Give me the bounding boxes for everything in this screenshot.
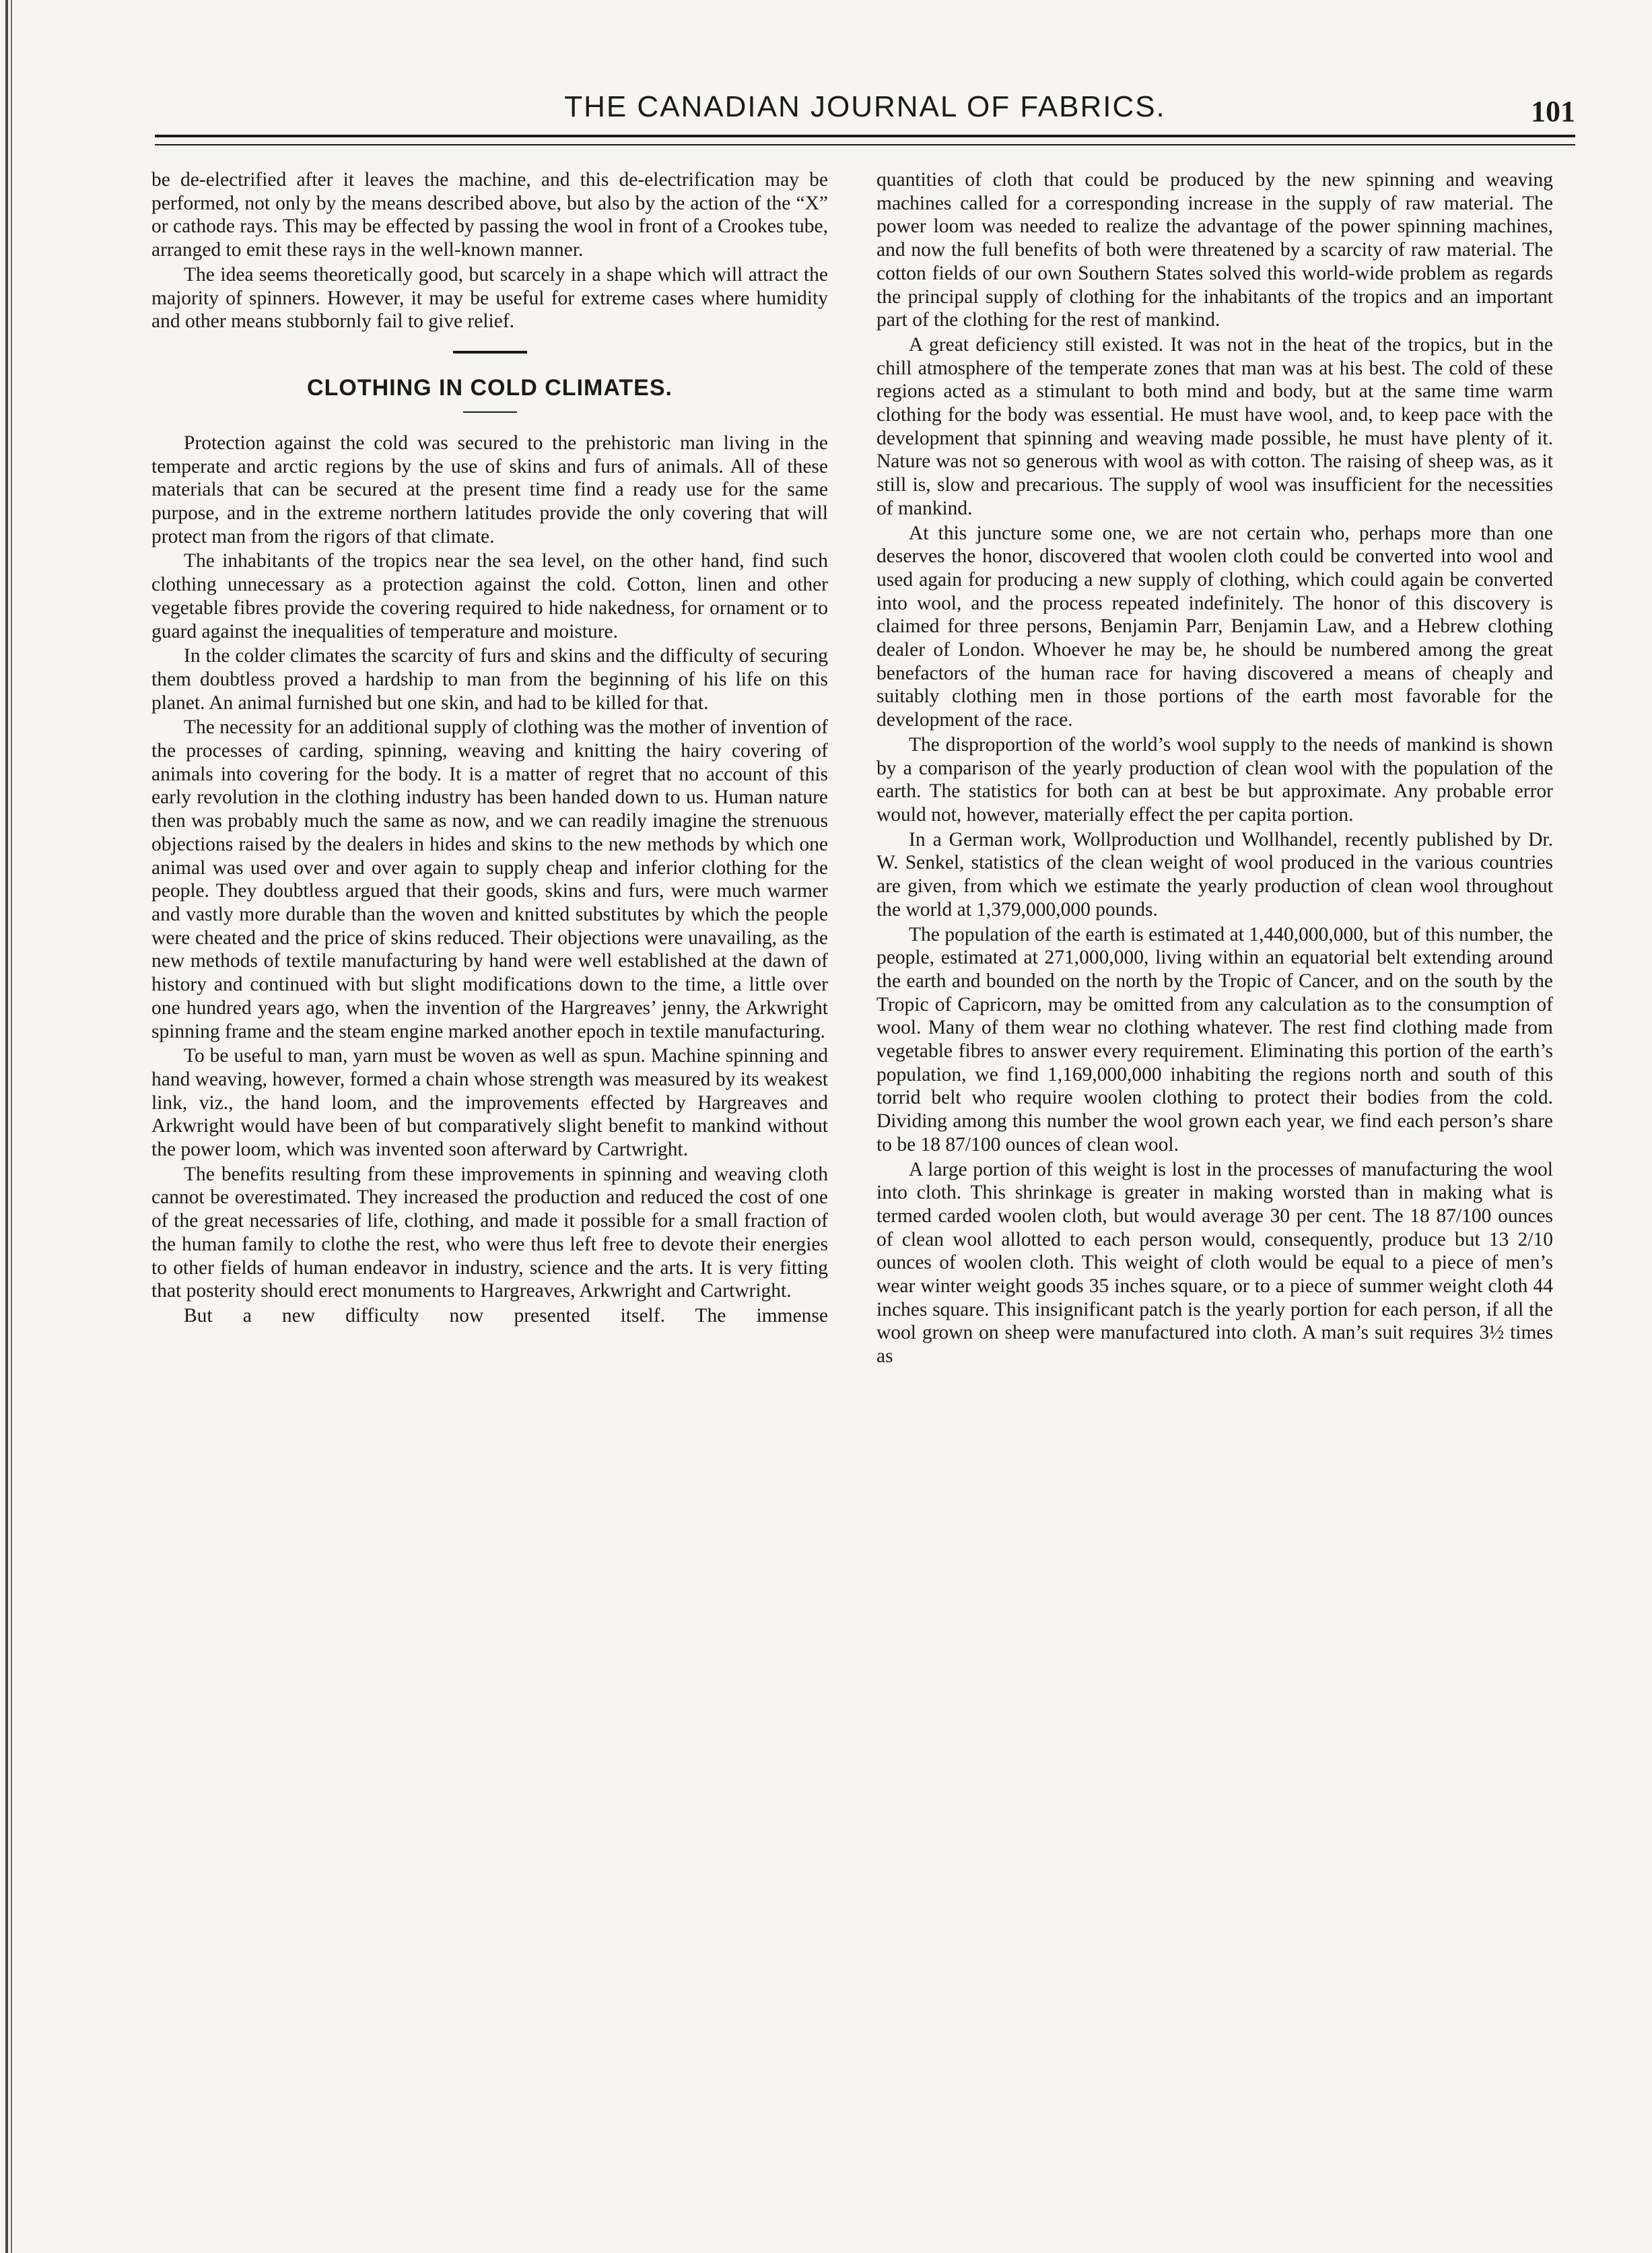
article-paragraph: In a German work, Wollproduction und Wollhandel, recently published by Dr. W. Senkel, statistics of the clean weight of wool produced in the various countries are given, from which we estimate the yearly production of clean wool throughout the world at 1,379,000,000 pounds. bbox=[876, 828, 1553, 920]
left-column bbox=[151, 168, 828, 2195]
article-paragraph: But a new difficulty now presented itself. The immense bbox=[184, 1304, 828, 1326]
article-paragraph: quantities of cloth that could be produced by the new spinning and weaving machines called for a corresponding increase in the supply of raw material. The power loom was needed to realize the advantage of the power spinning machines, and now the full benefits of both were threatened by a scarcity of raw material. The cotton fields of our own Southern States solved this world-wide problem as regards the principal supply of clothing for the inhabitants of the tropics and an important part of the clothing for the rest of mankind. bbox=[876, 169, 1553, 331]
section-divider bbox=[453, 351, 527, 354]
article-title: CLOTHING IN COLD CLIMATES. bbox=[307, 374, 673, 401]
title-underline bbox=[463, 411, 517, 413]
continued-paragraph: The idea seems theoretically good, but scarcely in a shape which will attract the majority of spinners. However, it may be useful for extreme cases where humidity and other means stubbornly fail to give relief. bbox=[151, 263, 828, 333]
article-paragraph: At this juncture some one, we are not certain who, perhaps more than one deserves the honor, discovered that woolen cloth could be converted into wool and used again for producing a new supply of clothing, which could again be converted into wool, and the process repeated indefinitely. The honor of this discovery is claimed for three persons, Benjamin Parr, Benjamin Law, and a Hebrew clothing dealer of London. Whoever he may be, he should be numbered among the great benefactors of the human race for having discovered a means of cheaply and suitably clothing men in those portions of the earth most favorable for the development of the race. bbox=[876, 522, 1553, 731]
right-column bbox=[876, 168, 1553, 2195]
article-paragraph: Protection against the cold was secured to the prehistoric man living in the temperate and arctic regions by the use of skins and furs of animals. All of these materials that can be secured at the present time find a ready use for the same purpose, and in the extreme northern latitudes provide the only covering that will protect man from the rigors of that climate. bbox=[151, 432, 828, 547]
article-paragraph: A great deficiency still existed. It was not in the heat of the tropics, but in the chill atmosphere of the temperate zones that man was at his best. The cold of these regions acted as a stimulant to both mind and body, but at the same time warm clothing for the body was essential. He must have wool, and, to keep pace with the development that spinning and weaving made possible, he must have plenty of it. Nature was not so generous with wool as with cotton. The raising of sheep was, as it still is, slow and precarious. The supply of wool was insufficient for the necessities of mankind. bbox=[876, 333, 1553, 519]
page-header bbox=[155, 86, 1575, 133]
article-paragraph: The disproportion of the world’s wool supply to the needs of mankind is shown by a comparison of the yearly production of clean wool with the population of the earth. The statistics for both can at best be but approximate. Any probable error would not, however, materially effect the per capita portion. bbox=[876, 733, 1553, 826]
article-paragraph: A large portion of this weight is lost in the processes of manufacturing the wool into cloth. This shrinkage is greater in making worsted than in making what is termed carded woolen cloth, but would average 30 per cent. The 18 87/100 ounces of clean wool allotted to each person would, consequently, produce but 13 2/10 ounces of woolen cloth. This weight of cloth would be equal to a piece of men’s wear winter weight goods 35 inches square, or to a piece of summer weight cloth 44 inches square. This insignificant patch is the yearly portion for each person, if all the wool grown on sheep were manufactured into cloth. A man’s suit requires 3½ times as bbox=[876, 1158, 1553, 1368]
article-paragraph: The necessity for an additional supply of clothing was the mother of invention of the processes of carding, spinning, weaving and knitting the hairy covering of animals into covering for the body. It is a matter of regret that no account of this early revolution in the clothing industry has been handed down to us. Human nature then was probably much the same as now, and we can readily imagine the strenuous objections raised by the dealers in hides and skins to the new methods by which one animal was used over and over again to supply cheap and inferior clothing for the people. They doubtless argued that their goods, skins and furs, were much warmer and vastly more durable than the woven and knitted substitutes by which the people were cheated and the price of skins reduced. Their objections were unavailing, as the new methods of textile manufacturing by hand were well established at the dawn of history and continued with but slight modifications down to the time, a little over one hundred years ago, when the invention of the Hargreaves’ jenny, the Arkwright spinning frame and the steam engine marked another epoch in textile manufacturing. bbox=[151, 716, 828, 1042]
continued-paragraph: be de-electrified after it leaves the machine, and this de-electrification may be performed, not only by the means described above, but also by the action of the “X” or cathode rays. This may be effected by passing the wool in front of a Crookes tube, arranged to emit these rays in the well-known manner. bbox=[151, 169, 828, 261]
journal-title: THE CANADIAN JOURNAL OF FABRICS. bbox=[564, 90, 1166, 123]
article-paragraph: The benefits resulting from these improvements in spinning and weaving cloth cannot be overestimated. They increased the production and reduced the cost of one of the great necessaries of life, clothing, and made it possible for a small fraction of the human family to clothe the rest, who were thus left free to devote their energies to other fields of human endeavor in industry, science and the arts. It is very fitting that posterity should erect monuments to Hargreaves, Arkwright and Cartwright. bbox=[151, 1163, 828, 1302]
article-paragraph: The inhabitants of the tropics near the sea level, on the other hand, find such clothing unnecessary as a protection against the cold. Cotton, linen and other vegetable fibres provide the covering required to hide nakedness, for ornament or to guard against the inequalities of temperature and moisture. bbox=[151, 550, 828, 642]
binding-gutter-edge bbox=[5, 0, 15, 2253]
page-number: 101 bbox=[1531, 95, 1575, 128]
article-paragraph: To be useful to man, yarn must be woven as well as spun. Machine spinning and hand weaving, however, formed a chain whose strength was measured by its weakest link, viz., the hand loom, and the improvements effected by Hargreaves and Arkwright would have been of but comparatively slight benefit to mankind without the power loom, which was invented soon afterward by Cartwright. bbox=[151, 1045, 828, 1161]
article-paragraph: In the colder climates the scarcity of furs and skins and the difficulty of securing them doubtless proved a hardship to man from the beginning of his life on this planet. An animal furnished but one skin, and had to be killed for that. bbox=[151, 645, 828, 714]
header-double-rule bbox=[155, 135, 1575, 145]
article-paragraph: The population of the earth is estimated at 1,440,000,000, but of this number, the people, estimated at 271,000,000, living within an equatorial belt extending around the earth and bounded on the north by the Tropic of Cancer, and on the south by the Tropic of Capricorn, may be omitted from any calculation as to the consumption of wool. Many of them wear no clothing whatever. The rest find clothing made from vegetable fibres to answer every requirement. Eliminating this portion of the earth’s population, we find 1,169,000,000 inhabiting the regions north and south of this torrid belt who require woolen clothing to protect their bodies from the cold. Dividing among this number the wool grown each year, we find each person’s share to be 18 87/100 ounces of clean wool. bbox=[876, 923, 1553, 1155]
